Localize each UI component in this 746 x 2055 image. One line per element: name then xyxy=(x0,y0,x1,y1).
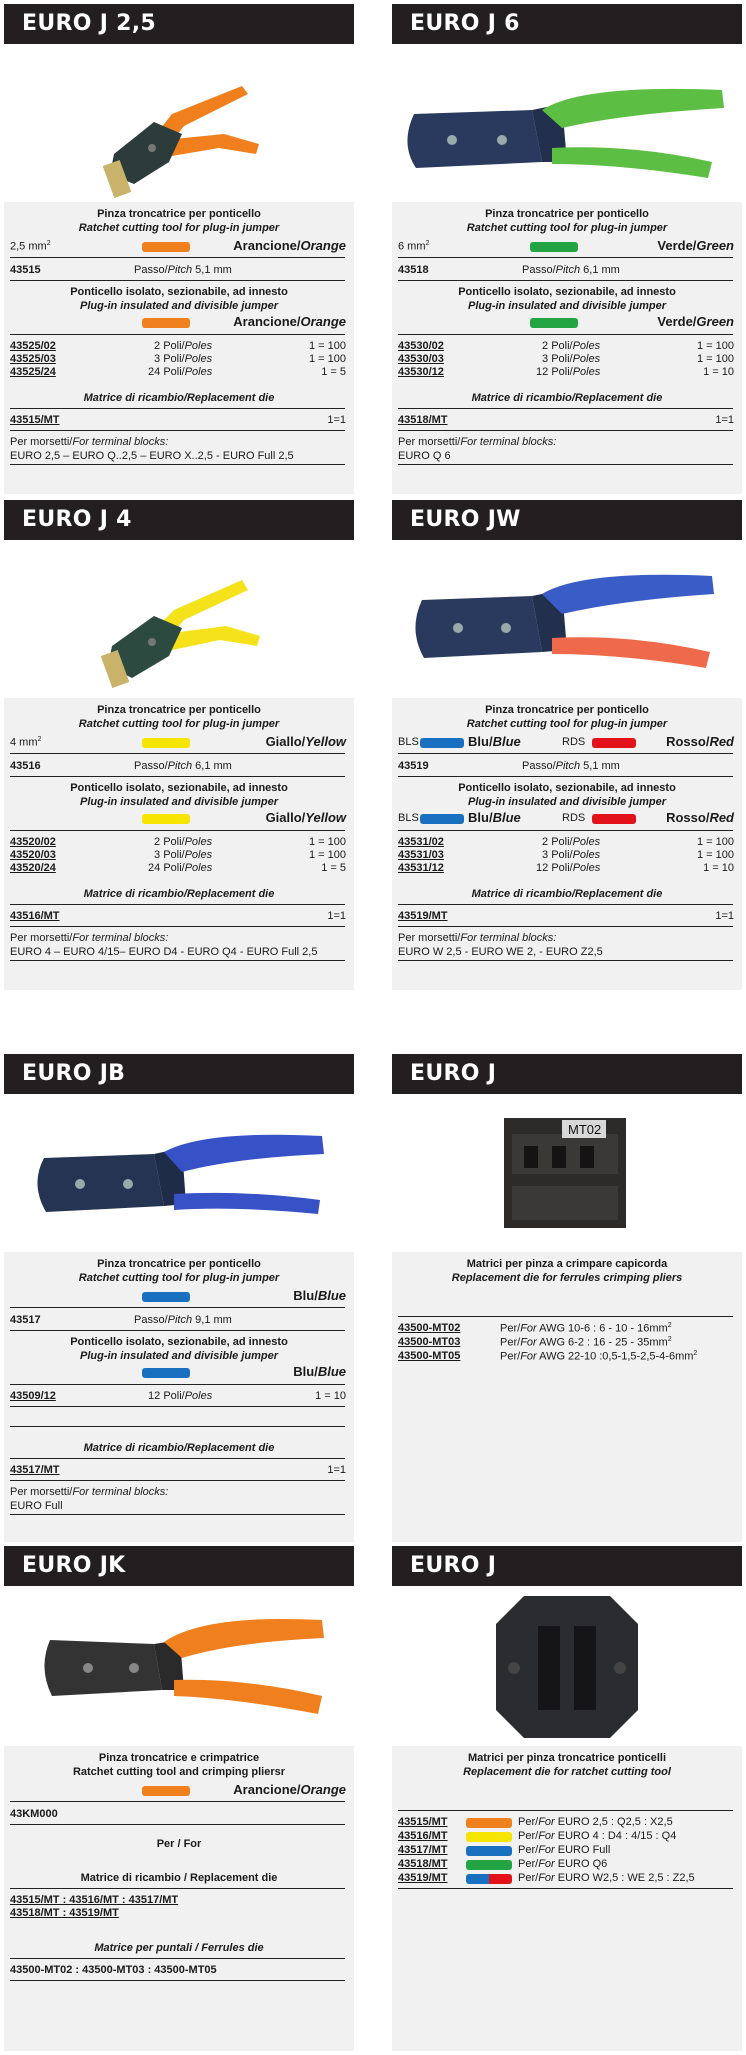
panel-title: EURO J 6 xyxy=(392,4,742,44)
die-list: 43515/MT : 43516/MT : 43517/MT xyxy=(10,1894,179,1906)
die-qty: 1=1 xyxy=(327,414,346,426)
die-code: 43500-MT03 xyxy=(398,1336,461,1348)
jumper-code: 43525/03 xyxy=(10,353,56,365)
tool-title-en: Ratchet cutting tool and crimping pliersr xyxy=(72,1766,286,1778)
rds-label: RDS xyxy=(562,812,586,824)
terminals-list: EURO W 2,5 - EURO WE 2, - EURO Z2,5 xyxy=(398,946,603,958)
panel-title: EURO JB xyxy=(4,1054,354,1094)
plier-yellow-icon xyxy=(4,540,354,698)
blue-label: Blu/Blue xyxy=(468,810,521,825)
jumper-qty: 1 = 5 xyxy=(321,862,346,874)
jumper-title-en: Plug-in insulated and divisible jumper xyxy=(467,300,667,312)
color-label: Giallo/Yellow xyxy=(265,810,346,825)
die-title: Matrice di ricambio/Replacement die xyxy=(471,888,663,900)
die-title: Matrice di ricambio/Replacement die xyxy=(83,1442,275,1454)
die-block-icon xyxy=(392,1094,742,1252)
die-spec: Per/For AWG 22-10 $:0,5-1,5-2,5-4-6mm^2$ xyxy=(500,1350,698,1363)
terminals-label: Per morsetti/For terminal blocks: xyxy=(398,932,557,944)
ferrules-list: 43500-MT02 : 43500-MT03 : 43500-MT05 xyxy=(10,1964,217,1976)
die-spec: Per/For EURO 4 : D4 : 4/15 : Q4 xyxy=(518,1830,677,1842)
plier-blue-icon xyxy=(4,1094,354,1252)
jumper-code: 43520/24 xyxy=(10,862,56,874)
pitch: Passo/Pitch 6,1 mm xyxy=(134,760,232,772)
die-spec: Per/For EURO 2,5 : Q2,5 : X2,5 xyxy=(518,1816,673,1828)
jumper-code: 43520/02 xyxy=(10,836,56,848)
tool-title-it: Pinza troncatrice per ponticello xyxy=(485,704,649,716)
tool-title-it: Pinza troncatrice per ponticello xyxy=(485,208,649,220)
color-swatch-yellow xyxy=(142,738,190,748)
plier-blue-red-icon xyxy=(392,540,742,698)
terminals-label: Per morsetti/For terminal blocks: xyxy=(10,1486,169,1498)
die-qty: 1=1 xyxy=(715,910,734,922)
color-swatch-blue xyxy=(142,1292,190,1302)
color-swatch-red xyxy=(489,1874,512,1884)
jumper-poles: 3 Poli/Poles xyxy=(154,353,213,365)
die-code: 43519/MT xyxy=(398,910,448,922)
plier-green-icon xyxy=(392,44,742,202)
panel-euro-j-6 xyxy=(392,4,742,494)
panel-euro-j-ferrule-die xyxy=(392,1054,742,1542)
die-title: Matrice di ricambio / Replacement die xyxy=(80,1872,278,1884)
color-label: Verde/Green xyxy=(657,314,734,329)
tool-code: 43515 xyxy=(10,264,41,276)
panel-euro-jb xyxy=(4,1054,354,1542)
tool-title-en: Ratchet cutting tool for plug-in jumper xyxy=(78,718,280,730)
tool-title-it: Pinza troncatrice per ponticello xyxy=(97,1258,261,1270)
die-title: Matrice di ricambio/Replacement die xyxy=(83,392,275,404)
jumper-title-en: Plug-in insulated and divisible jumper xyxy=(79,300,279,312)
die-spec: Per/For AWG 6-2 : $16 - 25 - 35mm^2$ xyxy=(500,1336,672,1349)
die-title-it: Matrici per pinza troncatrice ponticelli xyxy=(467,1752,667,1764)
color-swatch-green xyxy=(530,318,578,328)
jumper-code: 43530/12 xyxy=(398,366,444,378)
die-code: 43515/MT xyxy=(10,414,60,426)
terminals-list: EURO 2,5 – EURO Q..2,5 – EURO X..2,5 - EURO Full 2,5 xyxy=(10,450,294,462)
die-qty: 1=1 xyxy=(715,414,734,426)
size-label: 6 $mm^2$ xyxy=(398,240,430,253)
terminals-list: EURO 4 – EURO 4/15– EURO D4 - EURO Q4 - EURO Full 2,5 xyxy=(10,946,318,958)
jumper-code: 43531/03 xyxy=(398,849,444,861)
svg-text:MT02: MT02 xyxy=(568,1122,602,1137)
product-image xyxy=(392,1094,742,1252)
jumper-qty: 1 = 100 xyxy=(308,353,346,365)
panel-body xyxy=(4,698,354,990)
per-for: Per / For xyxy=(156,1838,202,1850)
die-title: Matrice di ricambio/Replacement die xyxy=(83,888,275,900)
color-swatch-orange xyxy=(142,242,190,252)
tool-title-en: Ratchet cutting tool for plug-in jumper xyxy=(466,222,668,234)
color-swatch-yellow xyxy=(142,814,190,824)
color-swatch-red xyxy=(592,814,636,824)
die-spec: Per/For EURO Q6 xyxy=(518,1858,608,1870)
tool-code: 43517 xyxy=(10,1314,41,1326)
color-label: Blu/Blue xyxy=(293,1288,346,1303)
product-image xyxy=(392,540,742,698)
blue-label: Blu/Blue xyxy=(468,734,521,749)
jumper-code: 43525/02 xyxy=(10,340,56,352)
jumper-poles: 2 Poli/Poles xyxy=(154,340,213,352)
tool-title-en: Ratchet cutting tool for plug-in jumper xyxy=(78,222,280,234)
jumper-poles: 2 Poli/Poles xyxy=(542,836,601,848)
jumper-qty: 1 = 100 xyxy=(696,836,734,848)
color-swatch-red xyxy=(592,738,636,748)
rds-label: RDS xyxy=(562,736,586,748)
jumper-poles: 12 Poli/Poles xyxy=(148,1390,213,1402)
bls-label: BLS xyxy=(398,812,419,824)
pitch: Passo/Pitch 5,1 mm xyxy=(522,760,620,772)
jumper-code: 43520/03 xyxy=(10,849,56,861)
panel-euro-j-2-5 xyxy=(4,4,354,494)
color-swatch-blue xyxy=(420,814,464,824)
panel-euro-j-replacement-die xyxy=(392,1546,742,2051)
panel-body xyxy=(392,1252,742,1542)
product-image xyxy=(4,540,354,698)
die-spec: Per/For EURO W2,5 : WE 2,5 : Z2,5 xyxy=(518,1872,695,1884)
jumper-code: 43530/03 xyxy=(398,353,444,365)
terminals-label: Per morsetti/For terminal blocks: xyxy=(10,436,169,448)
jumper-title-en: Plug-in insulated and divisible jumper xyxy=(467,796,667,808)
jumper-title-it: Ponticello isolato, sezionabile, ad innesto xyxy=(70,286,288,298)
panel-title: EURO J xyxy=(392,1546,742,1586)
die-code: 43515/MT xyxy=(398,1816,448,1828)
tool-code: 43KM000 xyxy=(10,1808,58,1820)
jumper-qty: 1 = 100 xyxy=(308,849,346,861)
color-swatch-blue xyxy=(420,738,464,748)
die-code: 43519/MT xyxy=(398,1872,448,1884)
die-spec: Per/For EURO Full xyxy=(518,1844,611,1856)
die-code: 43500-MT02 xyxy=(398,1322,461,1334)
die-code: 43518/MT xyxy=(398,1858,448,1870)
tool-title-en: Ratchet cutting tool for plug-in jumper xyxy=(466,718,668,730)
pitch: Passo/Pitch 9,1 mm xyxy=(134,1314,232,1326)
jumper-title-it: Ponticello isolato, sezionabile, ad innesto xyxy=(458,286,676,298)
panel-body xyxy=(4,202,354,494)
die-code: 43500-MT05 xyxy=(398,1350,461,1362)
color-swatch-blue xyxy=(466,1874,489,1884)
die-qty: 1=1 xyxy=(327,1464,346,1476)
terminals-label: Per morsetti/For terminal blocks: xyxy=(10,932,169,944)
jumper-poles: 12 Poli/Poles xyxy=(536,366,601,378)
jumper-code: 43525/24 xyxy=(10,366,56,378)
red-label: Rosso/Red xyxy=(666,810,734,825)
jumper-qty: 1 = 5 xyxy=(321,366,346,378)
jumper-poles: 2 Poli/Poles xyxy=(542,340,601,352)
color-swatch-blue xyxy=(142,1368,190,1378)
color-swatch-blue xyxy=(466,1846,512,1856)
tool-code: 43519 xyxy=(398,760,429,772)
jumper-code: 43509/12 xyxy=(10,1390,56,1402)
product-image xyxy=(392,44,742,202)
color-swatch-yellow xyxy=(466,1832,512,1842)
die-code: 43517/MT xyxy=(398,1844,448,1856)
jumper-title-en: Plug-in insulated and divisible jumper xyxy=(79,1350,279,1362)
tool-title-it: Pinza troncatrice per ponticello xyxy=(97,704,261,716)
die-code: 43516/MT xyxy=(10,910,60,922)
jumper-title-it: Ponticello isolato, sezionabile, ad innesto xyxy=(458,782,676,794)
die-octagon-icon xyxy=(392,1586,742,1744)
tool-title-en: Ratchet cutting tool for plug-in jumper xyxy=(78,1272,280,1284)
jumper-qty: 1 = 10 xyxy=(315,1390,346,1402)
jumper-code: 43531/02 xyxy=(398,836,444,848)
panel-body xyxy=(392,698,742,990)
color-label: Arancione/Orange xyxy=(233,1782,346,1797)
panel-euro-jk xyxy=(4,1546,354,2051)
jumper-qty: 1 = 100 xyxy=(308,836,346,848)
pitch: Passo/Pitch 6,1 mm xyxy=(522,264,620,276)
color-swatch-orange xyxy=(466,1818,512,1828)
panel-title: EURO JK xyxy=(4,1546,354,1586)
jumper-qty: 1 = 10 xyxy=(703,366,734,378)
die-code: 43517/MT xyxy=(10,1464,60,1476)
terminals-label: Per morsetti/For terminal blocks: xyxy=(398,436,557,448)
tool-code: 43516 xyxy=(10,760,41,772)
jumper-qty: 1 = 100 xyxy=(696,849,734,861)
panel-euro-j-4 xyxy=(4,500,354,990)
die-title: Matrice di ricambio/Replacement die xyxy=(471,392,663,404)
jumper-poles: 24 Poli/Poles xyxy=(148,366,213,378)
jumper-title-en: Plug-in insulated and divisible jumper xyxy=(79,796,279,808)
jumper-qty: 1 = 100 xyxy=(696,340,734,352)
color-swatch-orange xyxy=(142,318,190,328)
panel-title: EURO JW xyxy=(392,500,742,540)
jumper-qty: 1 = 100 xyxy=(696,353,734,365)
die-spec: Per/For AWG 10-6 : $6 - 10 - 16mm^2$ xyxy=(500,1322,672,1335)
jumper-qty: 1 = 10 xyxy=(703,862,734,874)
jumper-title-it: Ponticello isolato, sezionabile, ad innesto xyxy=(70,782,288,794)
red-label: Rosso/Red xyxy=(666,734,734,749)
jumper-title-it: Ponticello isolato, sezionabile, ad innesto xyxy=(70,1336,288,1348)
die-title-it: Matrici per pinza a crimpare capicorda xyxy=(466,1258,668,1270)
die-list: 43518/MT : 43519/MT xyxy=(10,1907,119,1919)
product-image xyxy=(392,1586,742,1746)
pitch: Passo/Pitch 5,1 mm xyxy=(134,264,232,276)
die-code: 43516/MT xyxy=(398,1830,448,1842)
jumper-qty: 1 = 100 xyxy=(308,340,346,352)
ferrules-title: Matrice per puntali / Ferrules die xyxy=(94,1942,264,1954)
color-label: Blu/Blue xyxy=(293,1364,346,1379)
panel-body xyxy=(392,1746,742,2051)
color-label: Verde/Green xyxy=(657,238,734,253)
size-label: 4 $mm^2$ xyxy=(10,736,42,749)
plier-orange-icon xyxy=(4,44,354,202)
color-label: Arancione/Orange xyxy=(233,314,346,329)
panel-title: EURO J xyxy=(392,1054,742,1094)
terminals-list: EURO Q 6 xyxy=(398,450,451,462)
color-swatch-green xyxy=(466,1860,512,1870)
jumper-code: 43531/12 xyxy=(398,862,444,874)
panel-body xyxy=(392,202,742,494)
die-title-en: Replacement die for ratchet cutting tool xyxy=(463,1766,671,1778)
product-image xyxy=(4,44,354,202)
tool-title-it: Pinza troncatrice e crimpatrice xyxy=(98,1752,260,1764)
plier-orange-black-icon xyxy=(4,1586,354,1744)
die-title-en: Replacement die for ferrules crimping pliers xyxy=(451,1272,683,1284)
panel-body xyxy=(4,1746,354,2051)
jumper-poles: 2 Poli/Poles xyxy=(154,836,213,848)
color-label: Giallo/Yellow xyxy=(265,734,346,749)
jumper-poles: 3 Poli/Poles xyxy=(154,849,213,861)
jumper-poles: 3 Poli/Poles xyxy=(542,849,601,861)
tool-code: 43518 xyxy=(398,264,429,276)
product-image xyxy=(4,1586,354,1746)
jumper-poles: 3 Poli/Poles xyxy=(542,353,601,365)
jumper-poles: 12 Poli/Poles xyxy=(536,862,601,874)
jumper-code: 43530/02 xyxy=(398,340,444,352)
color-label: Arancione/Orange xyxy=(233,238,346,253)
panel-body xyxy=(4,1252,354,1542)
jumper-poles: 24 Poli/Poles xyxy=(148,862,213,874)
product-image xyxy=(4,1094,354,1252)
color-swatch-green xyxy=(530,242,578,252)
tool-title-it: Pinza troncatrice per ponticello xyxy=(97,208,261,220)
panel-title: EURO J 4 xyxy=(4,500,354,540)
panel-title: EURO J 2,5 xyxy=(4,4,354,44)
color-swatch-orange xyxy=(142,1786,190,1796)
die-code: 43518/MT xyxy=(398,414,448,426)
terminals-list: EURO Full xyxy=(10,1500,63,1512)
panel-euro-jw xyxy=(392,500,742,990)
bls-label: BLS xyxy=(398,736,419,748)
die-qty: 1=1 xyxy=(327,910,346,922)
size-label: 2,5 $mm^2$ xyxy=(10,240,51,253)
